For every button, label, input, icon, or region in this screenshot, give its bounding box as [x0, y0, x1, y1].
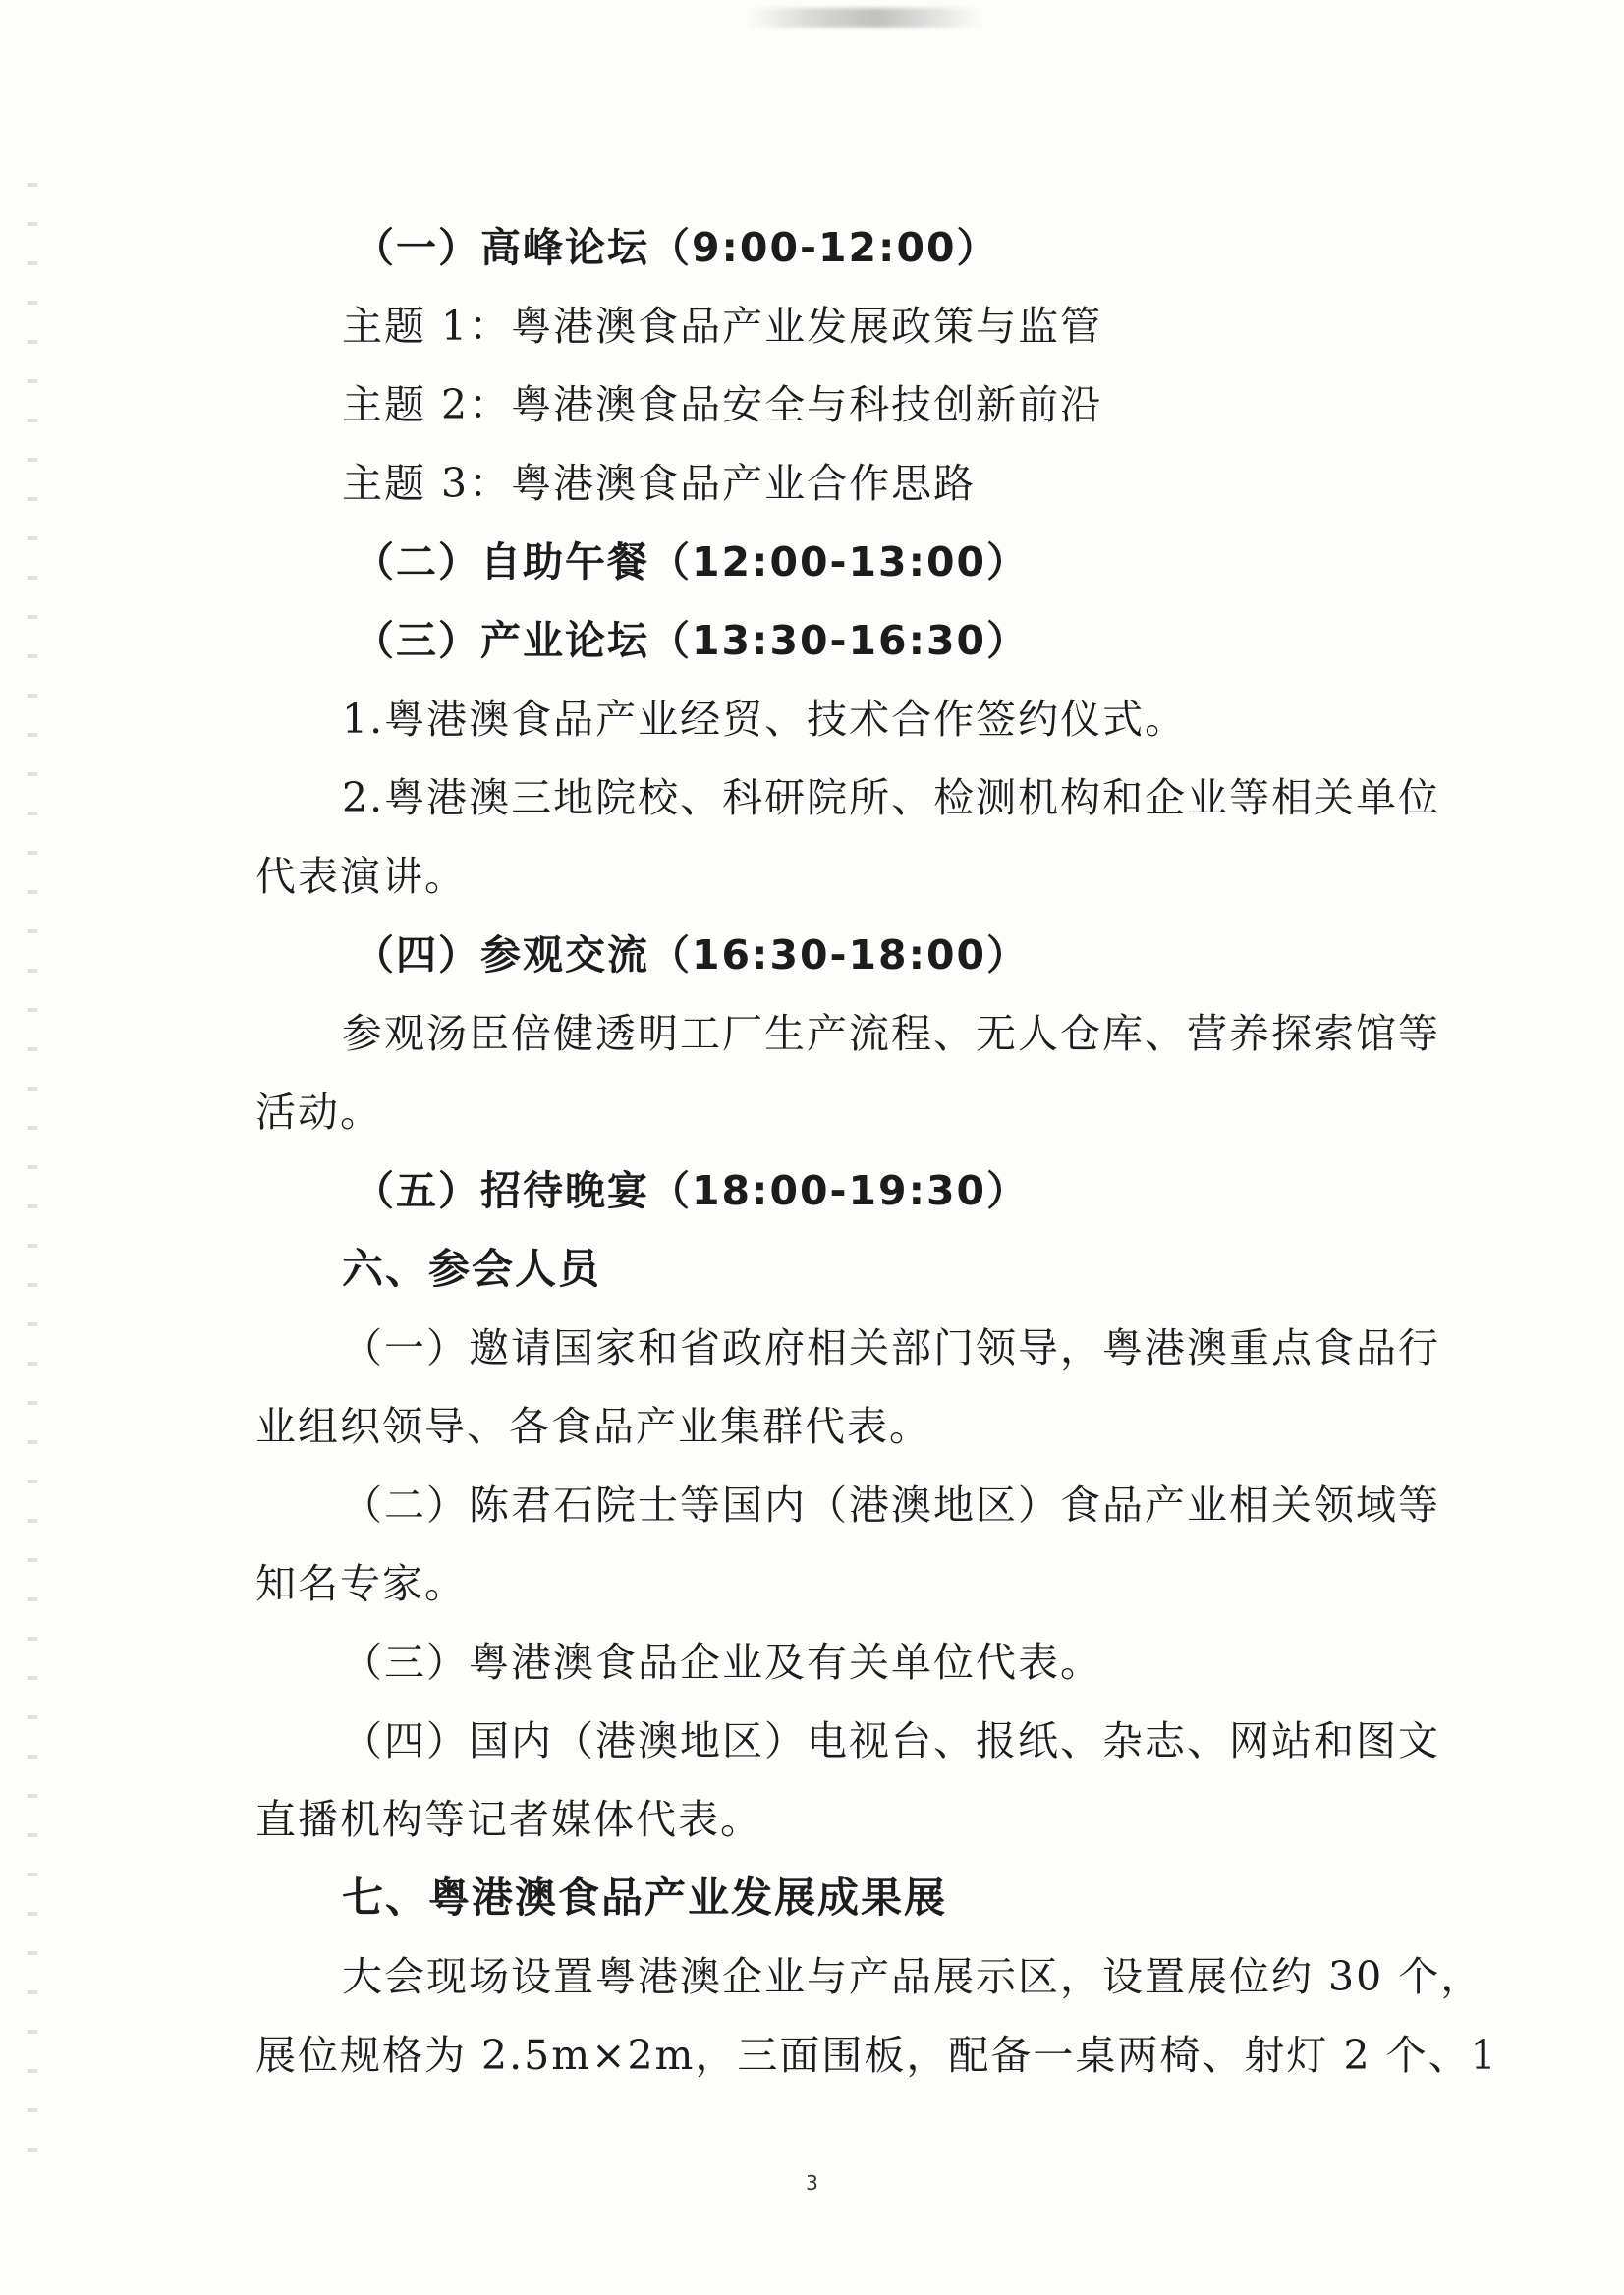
paragraph-participants-2: （二）陈君石院士等国内（港澳地区）食品产业相关领域等	[342, 1482, 1440, 1529]
paragraph-exhibition-cont: 展位规格为 2.5m×2m，三面围板，配备一桌两椅、射灯 2 个、1	[255, 2032, 1498, 2079]
paragraph-topic-2: 主题 2：粤港澳食品安全与科技创新前沿	[342, 381, 1103, 428]
paragraph-exhibition: 大会现场设置粤港澳企业与产品展示区，设置展位约 30 个，	[342, 1953, 1484, 2000]
paragraph-participants-3: （三）粤港澳食品企业及有关单位代表。	[342, 1639, 1102, 1686]
section-heading-participants: 六、参会人员	[342, 1245, 602, 1293]
paragraph-participants-4: （四）国内（港澳地区）电视台、报纸、杂志、网站和图文	[342, 1717, 1440, 1764]
paragraph-visit: 参观汤臣倍健透明工厂生产流程、无人仓库、营养探索馆等	[342, 1010, 1440, 1057]
paragraph-participants-1-cont: 业组织领导、各食品产业集群代表。	[255, 1403, 931, 1450]
scan-artifact	[747, 8, 982, 28]
subheading-industry-forum: （三）产业论坛（13:30-16:30）	[354, 617, 1030, 664]
page-number: 3	[806, 2171, 818, 2195]
binding-edge-marks	[28, 147, 37, 2161]
paragraph-signing-ceremony: 1.粤港澳食品产业经贸、技术合作签约仪式。	[342, 696, 1188, 743]
paragraph-participants-2-cont: 知名专家。	[255, 1560, 467, 1607]
paragraph-topic-1: 主题 1：粤港澳食品产业发展政策与监管	[342, 303, 1103, 350]
paragraph-speeches: 2.粤港澳三地院校、科研院所、检测机构和企业等相关单位	[342, 774, 1441, 821]
paragraph-topic-3: 主题 3：粤港澳食品产业合作思路	[342, 460, 977, 507]
section-heading-exhibition: 七、粤港澳食品产业发展成果展	[342, 1874, 948, 1922]
document-body	[255, 208, 1498, 2095]
subheading-summit-forum: （一）高峰论坛（9:00-12:00）	[354, 224, 999, 271]
paragraph-visit-cont: 活动。	[255, 1089, 382, 1136]
subheading-visit-exchange: （四）参观交流（16:30-18:00）	[354, 931, 1030, 979]
subheading-buffet-lunch: （二）自助午餐（12:00-13:00）	[354, 538, 1030, 586]
paragraph-participants-4-cont: 直播机构等记者媒体代表。	[255, 1796, 762, 1843]
subheading-dinner: （五）招待晚宴（18:00-19:30）	[354, 1167, 1030, 1214]
paragraph-speeches-cont: 代表演讲。	[255, 853, 467, 900]
paragraph-participants-1: （一）邀请国家和省政府相关部门领导，粤港澳重点食品行	[342, 1324, 1440, 1371]
